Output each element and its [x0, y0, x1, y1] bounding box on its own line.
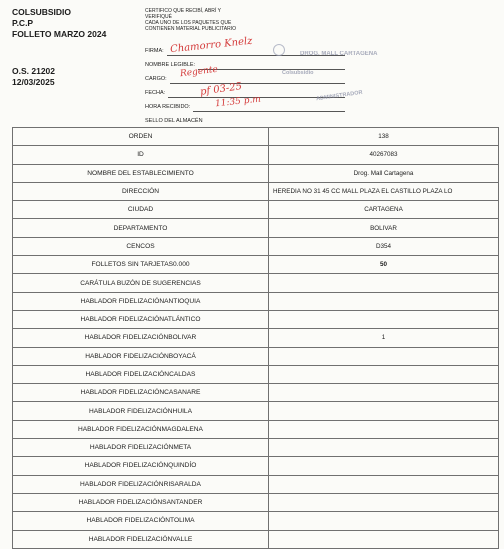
table-row: [13, 201, 499, 219]
row-label: HABLADOR FIDELIZACIÓNSANTANDER: [13, 493, 269, 511]
table-row: [13, 292, 499, 310]
row-label: HABLADOR FIDELIZACIÓNRISARALDA: [13, 475, 269, 493]
row-value: [269, 439, 499, 457]
stamp-line3: ADMINISTRADOR: [315, 89, 363, 103]
handwritten-hora: 11:35 p.m: [214, 94, 262, 110]
table-row: [13, 365, 499, 383]
row-value: [269, 347, 499, 365]
row-label: HABLADOR FIDELIZACIÓNHUILA: [13, 402, 269, 420]
row-label: FOLLETOS SIN TARJETAS0.000: [13, 256, 269, 274]
table-row: [13, 384, 499, 402]
certification-text: CERTIFICO QUE RECIBÍ, ABRÍ Y VERIFIQUÉ CADA UNO DE LOS PAQUETES QUE CONTIENEN MATERIAL PUBLICITARIO: [145, 8, 237, 32]
nombre-field: NOMBRE LEGIBLE:: [145, 58, 345, 72]
stamp-line1: DROG. MALL CARTAGENA: [300, 51, 378, 57]
row-label: DIRECCIÓN: [13, 182, 269, 200]
table-row: [13, 493, 499, 511]
row-label: HABLADOR FIDELIZACIÓNCASANARE: [13, 384, 269, 402]
row-label: HABLADOR FIDELIZACIÓNANTIOQUIA: [13, 292, 269, 310]
table-row: [13, 182, 499, 200]
header-date: 12/03/2025: [12, 77, 55, 87]
table-row: [13, 420, 499, 438]
folleto-title: FOLLETO MARZO 2024: [12, 29, 107, 39]
cargo-field: CARGO:: [145, 72, 345, 86]
handwritten-fecha: pf 03-25: [199, 81, 243, 98]
table-row: [13, 310, 499, 328]
row-label: HABLADOR FIDELIZACIÓNMAGDALENA: [13, 420, 269, 438]
table-row: [13, 329, 499, 347]
table-row: [13, 402, 499, 420]
row-value: [269, 493, 499, 511]
table-row: [13, 128, 499, 146]
row-label: NOMBRE DEL ESTABLECIMIENTO: [13, 164, 269, 182]
row-label: ID: [13, 146, 269, 164]
row-value: HEREDIA NO 31 45 CC MALL PLAZA EL CASTILLO PLAZA LO: [269, 182, 499, 200]
unit-code: P.C.P: [12, 18, 34, 28]
row-label: HABLADOR FIDELIZACIÓNTOLIMA: [13, 512, 269, 530]
table-row: [13, 219, 499, 237]
row-value: [269, 402, 499, 420]
table-row: [13, 256, 499, 274]
row-value: 1: [269, 329, 499, 347]
company-name: COLSUBSIDIO: [12, 7, 72, 17]
row-label: ORDEN: [13, 128, 269, 146]
header-block: [12, 7, 106, 88]
row-label: CIUDAD: [13, 201, 269, 219]
row-label: HABLADOR FIDELIZACIÓNCALDAS: [13, 365, 269, 383]
table-row: [13, 512, 499, 530]
table-row: [13, 237, 499, 255]
table-row: [13, 164, 499, 182]
fecha-field: FECHA:: [145, 86, 345, 100]
table-row: [13, 347, 499, 365]
row-value: [269, 365, 499, 383]
row-value: 138: [269, 128, 499, 146]
handwritten-cargo: Regente: [179, 64, 219, 80]
row-value: 50: [269, 256, 499, 274]
row-value: [269, 457, 499, 475]
row-label: HABLADOR FIDELIZACIÓNMETA: [13, 439, 269, 457]
handwritten-signature: Chamorro Knelz: [169, 35, 253, 56]
table-row: [13, 457, 499, 475]
hora-field: HORA RECIBIDO:: [145, 100, 345, 114]
row-label: DEPARTAMENTO: [13, 219, 269, 237]
row-label: HABLADOR FIDELIZACIÓNVALLE: [13, 530, 269, 548]
stamp-logo-icon: [273, 44, 285, 56]
table-row: [13, 530, 499, 548]
table-row: [13, 439, 499, 457]
row-label: HABLADOR FIDELIZACIÓNBOYACÁ: [13, 347, 269, 365]
row-value: [269, 475, 499, 493]
row-value: [269, 420, 499, 438]
stamp-line2: Colsubsidio: [282, 70, 314, 76]
table-row: [13, 146, 499, 164]
row-value: Drog. Mall Cartagena: [269, 164, 499, 182]
row-value: [269, 384, 499, 402]
row-value: [269, 310, 499, 328]
sello-field: SELLO DEL ALMACÉN: [145, 118, 203, 124]
row-label: HABLADOR FIDELIZACIÓNATLÁNTICO: [13, 310, 269, 328]
table-row: [13, 274, 499, 292]
row-label: CARÁTULA BUZÓN DE SUGERENCIAS: [13, 274, 269, 292]
row-label: HABLADOR FIDELIZACIÓNBOLIVAR: [13, 329, 269, 347]
row-value: [269, 274, 499, 292]
table-row: [13, 475, 499, 493]
row-label: HABLADOR FIDELIZACIÓNQUINDÍO: [13, 457, 269, 475]
row-value: [269, 512, 499, 530]
row-value: CARTAGENA: [269, 201, 499, 219]
firma-field: FIRMA:: [145, 44, 345, 58]
row-value: [269, 530, 499, 548]
row-label: CENCOS: [13, 237, 269, 255]
row-value: 40267083: [269, 146, 499, 164]
delivery-form-table: [12, 127, 499, 549]
row-value: BOLIVAR: [269, 219, 499, 237]
service-order: O.S. 21202: [12, 66, 56, 76]
row-value: D354: [269, 237, 499, 255]
row-value: [269, 292, 499, 310]
